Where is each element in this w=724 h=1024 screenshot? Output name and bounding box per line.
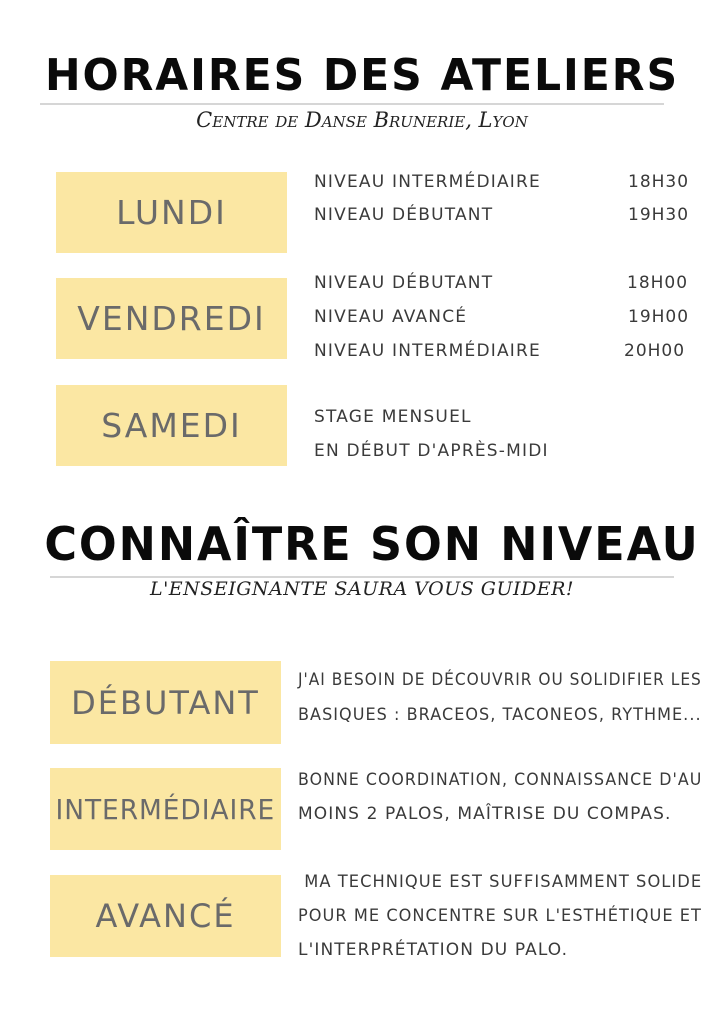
day-box-friday <box>56 278 287 359</box>
schedule-row-time: 20H00 <box>624 341 686 361</box>
level-box-debutant <box>50 661 281 744</box>
level-label: AVANCÉ <box>95 897 236 935</box>
day-label: LUNDI <box>116 193 227 232</box>
schedule-row-time: 18H30 <box>628 172 690 192</box>
levels-title: CONNAÎTRE SON NIVEAU <box>44 517 700 571</box>
schedule-row-label: NIVEAU INTERMÉDIAIRE <box>314 341 541 361</box>
schedule-row-label: NIVEAU DÉBUTANT <box>314 205 494 225</box>
level-description: MOINS 2 PALOS, MAÎTRISE DU COMPAS. <box>298 804 672 824</box>
levels-subtitle: L'ENSEIGNANTE SAURA VOUS GUIDER! <box>149 578 575 600</box>
schedule-row-label: NIVEAU INTERMÉDIAIRE <box>314 172 541 192</box>
level-description: BASIQUES : BRACEOS, TACONEOS, RYTHME... <box>298 705 702 725</box>
title-divider <box>40 103 664 105</box>
schedule-row-label: EN DÉBUT D'APRÈS-MIDI <box>314 441 549 461</box>
schedule-row-label: NIVEAU AVANCÉ <box>314 307 468 327</box>
page-title: HORAIRES DES ATELIERS <box>44 50 680 101</box>
level-description: POUR ME CONCENTRE SUR L'ESTHÉTIQUE ET <box>298 906 702 926</box>
schedule-row-time: 19H00 <box>628 307 690 327</box>
level-description: BONNE COORDINATION, CONNAISSANCE D'AU <box>298 770 703 790</box>
level-label: INTERMÉDIAIRE <box>55 792 276 826</box>
level-description: MA TECHNIQUE EST SUFFISAMMENT SOLIDE <box>298 872 703 892</box>
day-label: VENDREDI <box>77 299 266 338</box>
day-box-saturday <box>56 385 287 466</box>
level-label: DÉBUTANT <box>71 683 260 722</box>
day-box-monday <box>56 172 287 253</box>
level-description: L'INTERPRÉTATION DU PALO. <box>298 940 569 960</box>
schedule-row-label: NIVEAU DÉBUTANT <box>314 273 494 293</box>
level-description: J'AI BESOIN DE DÉCOUVRIR OU SOLIDIFIER LES <box>298 670 702 690</box>
level-box-avance <box>50 875 281 957</box>
schedule-row-time: 18H00 <box>627 273 689 293</box>
page-subtitle: Centre de Danse Brunerie, Lyon <box>196 108 528 132</box>
day-label: SAMEDI <box>101 406 242 445</box>
level-box-intermediaire <box>50 768 281 850</box>
schedule-row-label: STAGE MENSUEL <box>314 407 472 427</box>
schedule-row-time: 19H30 <box>628 205 690 225</box>
